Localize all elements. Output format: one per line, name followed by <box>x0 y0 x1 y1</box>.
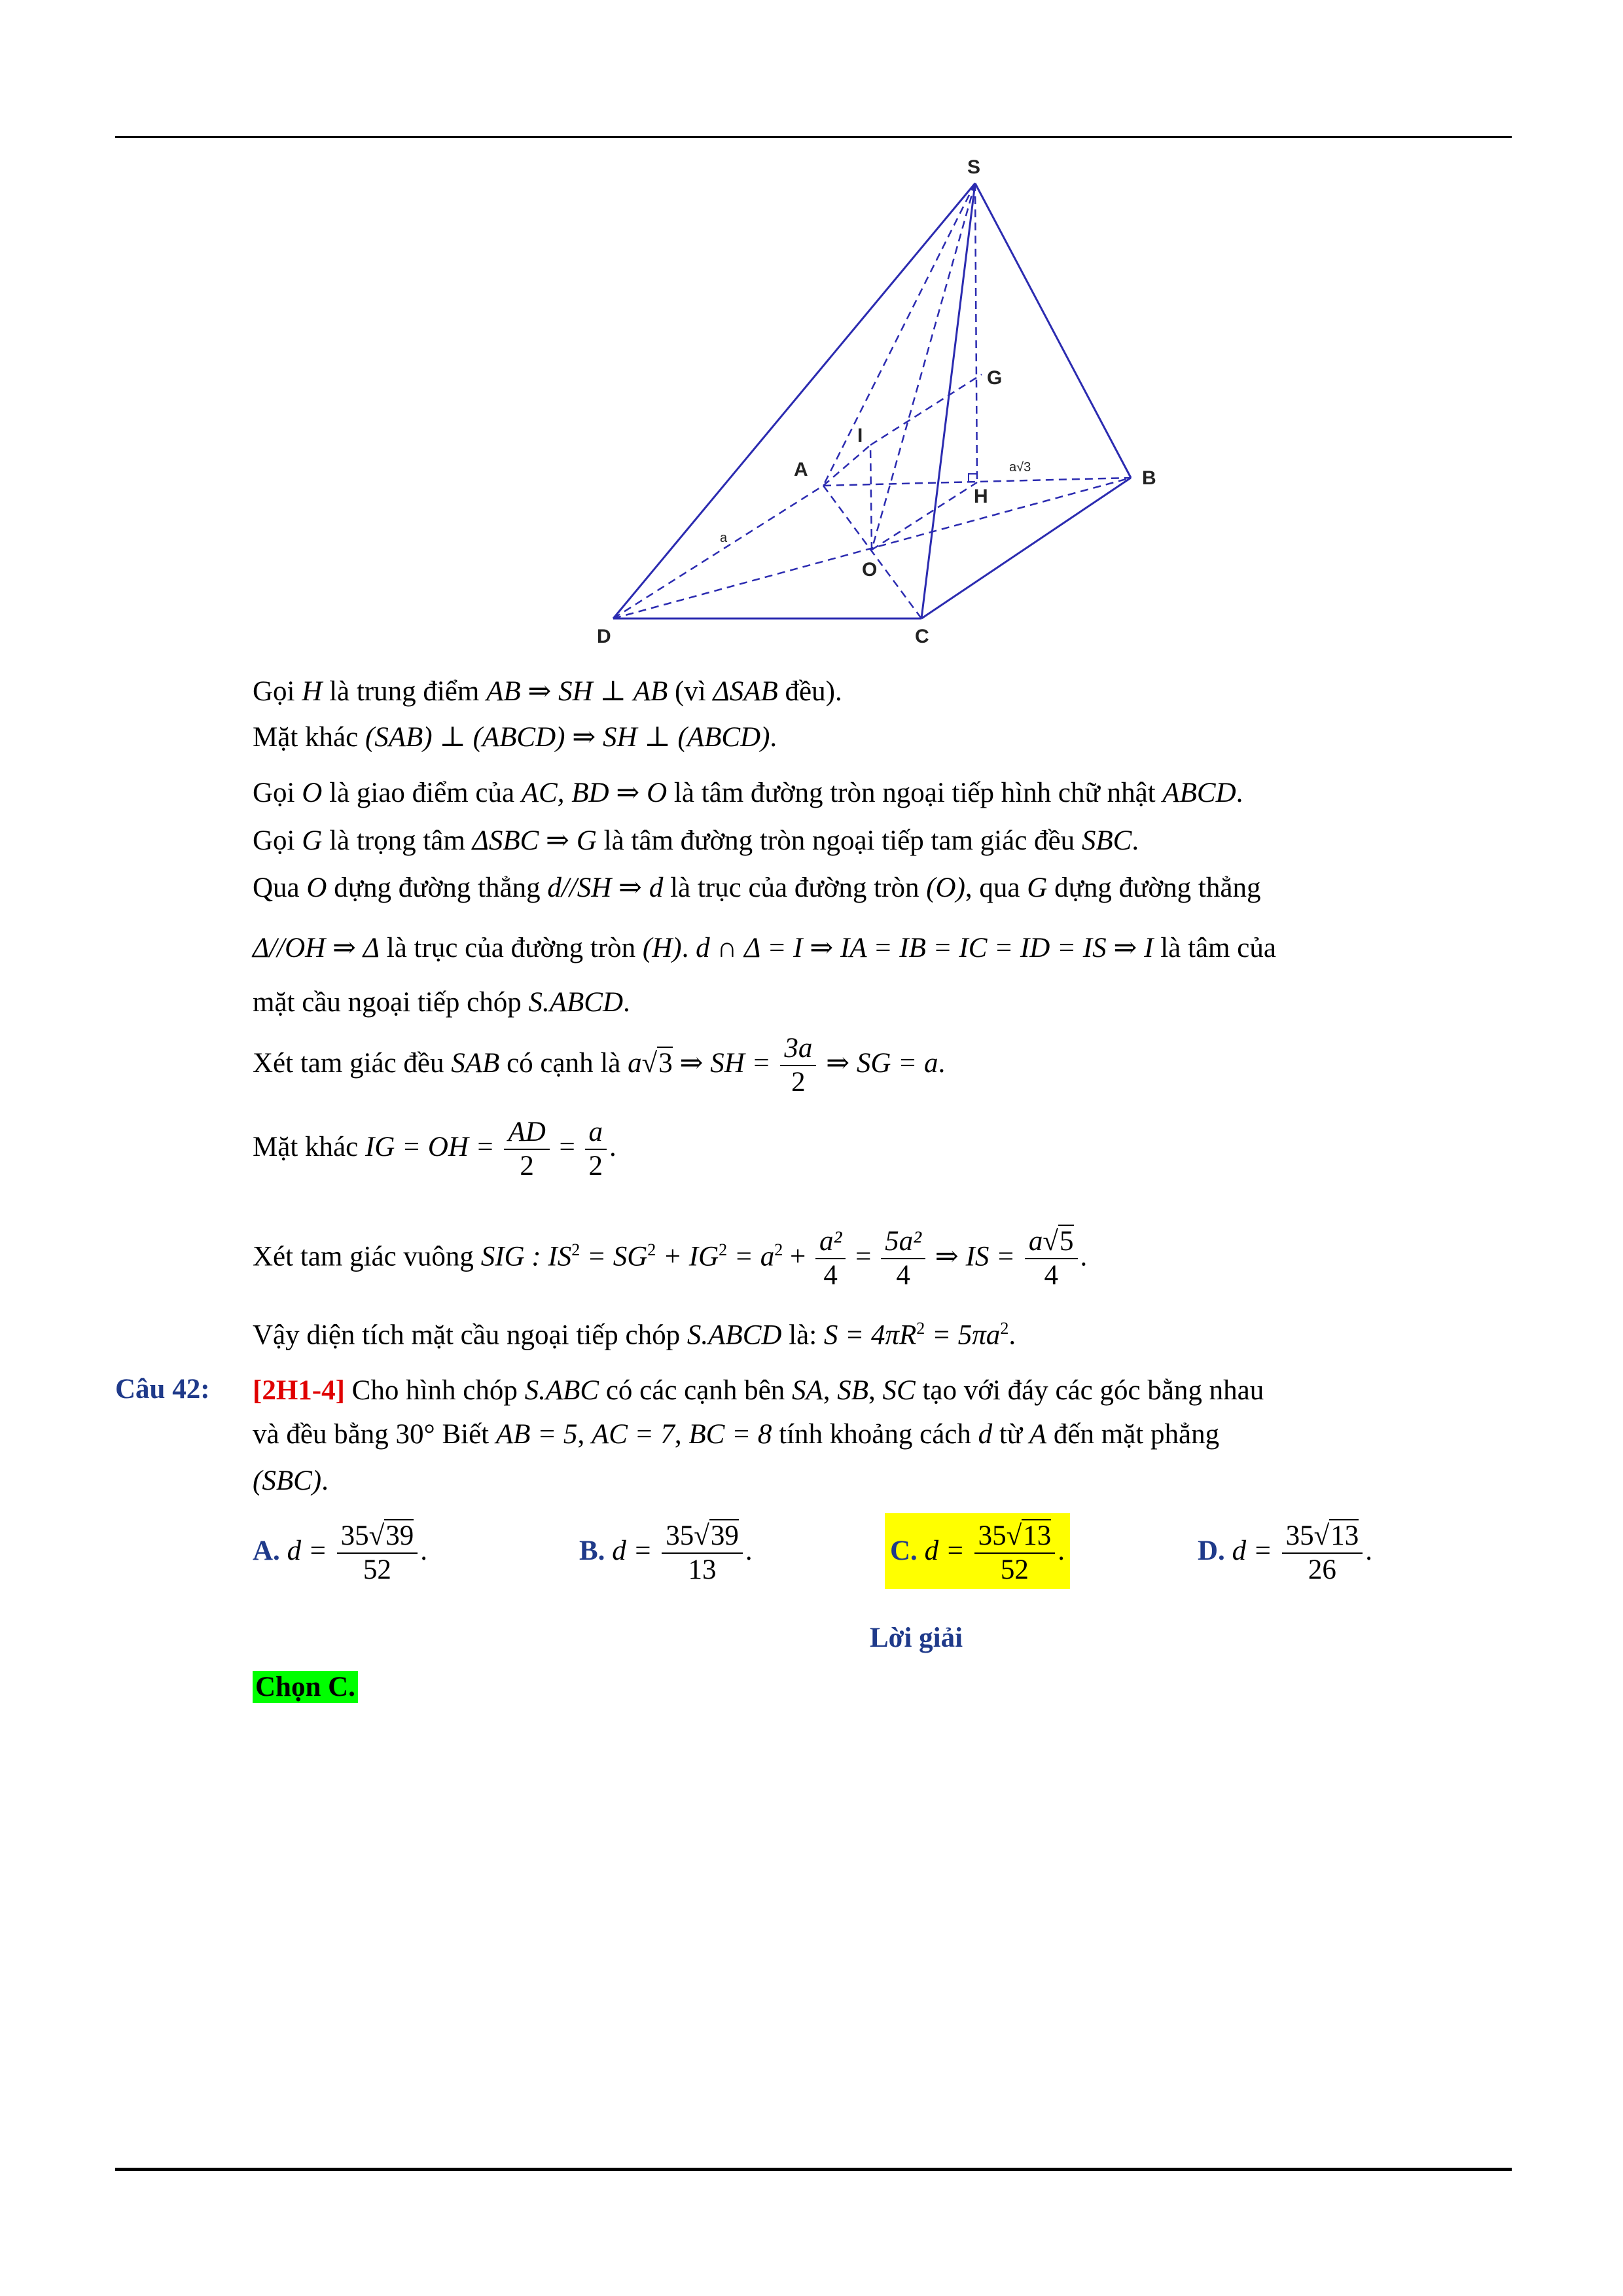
pyramid-diagram <box>576 151 1178 648</box>
math: AB <box>486 676 521 707</box>
text: là giao điểm của <box>322 778 522 808</box>
solution-line-7 <box>253 985 1512 1020</box>
text: tạo với đáy các góc bằng nhau <box>915 1375 1264 1406</box>
math: d ∩ Δ = I ⇒ IA = IB = IC = ID = IS ⇒ I <box>696 933 1154 963</box>
math: SH <box>603 722 637 753</box>
solution-line-4 <box>253 823 1512 859</box>
math: ⇒ SH = <box>672 1048 778 1079</box>
answer-letter: A. <box>253 1535 280 1566</box>
sqrt-sign: √ <box>1006 1520 1022 1551</box>
question-tag: [2H1-4] <box>253 1375 345 1406</box>
math: G <box>576 825 597 856</box>
solution-line-11 <box>253 1311 1512 1353</box>
chosen-answer: Chọn C. <box>253 1671 358 1703</box>
text: . <box>1080 1241 1088 1272</box>
text: ⇒ <box>609 778 647 808</box>
solution-line-8 <box>253 1028 1512 1100</box>
math: A <box>1029 1419 1047 1450</box>
superscript: 2 <box>571 1240 580 1259</box>
edge-sa <box>823 183 975 486</box>
answer-c[interactable] <box>885 1513 1070 1589</box>
text: đều). <box>777 676 842 707</box>
text: Xét tam giác vuông <box>253 1241 481 1272</box>
math: (SAB) <box>365 722 433 753</box>
text: ⇒ <box>539 825 577 856</box>
text: là: <box>781 1319 824 1351</box>
solution-line-10 <box>253 1214 1512 1293</box>
text: từ <box>992 1419 1029 1450</box>
text: (vì <box>668 676 713 707</box>
fraction <box>337 1520 418 1587</box>
text: . <box>623 987 630 1018</box>
fraction <box>585 1116 607 1183</box>
math: d = <box>287 1535 327 1566</box>
math: G <box>1027 872 1048 903</box>
text: và đều bằng 30° Biết <box>253 1419 496 1450</box>
math: SC <box>882 1375 916 1406</box>
question-line-1 <box>253 1373 1512 1408</box>
coef: 35 <box>666 1520 694 1551</box>
text: Mặt khác <box>253 1132 365 1162</box>
coef: 35 <box>978 1520 1007 1551</box>
answer-d[interactable] <box>1198 1520 1372 1587</box>
math: BC = 8 <box>688 1419 772 1450</box>
diag-ac <box>823 486 921 619</box>
text: . <box>1132 825 1139 856</box>
text: ⊥ <box>637 722 678 753</box>
sqrt-sign: √ <box>368 1520 385 1551</box>
math: O <box>302 778 323 808</box>
answer-b[interactable] <box>579 1520 753 1587</box>
math: = 5πa <box>925 1319 1001 1351</box>
math: S = 4πR <box>823 1319 917 1351</box>
text: có các cạnh bên <box>599 1375 792 1406</box>
sqrt-sign: √ <box>1313 1520 1330 1551</box>
superscript: 2 <box>1000 1319 1009 1338</box>
denominator: 2 <box>791 1067 806 1098</box>
radicand: 13 <box>1023 1520 1052 1551</box>
seg-oi <box>870 445 872 550</box>
superscript: 2 <box>774 1240 783 1259</box>
numerator <box>974 1520 1056 1554</box>
solution-line-2 <box>253 720 1512 755</box>
text: . <box>938 1048 946 1079</box>
numerator: 5a² <box>881 1225 925 1259</box>
text: ⊥ <box>432 722 473 753</box>
text: . <box>1008 1319 1016 1351</box>
edge-cb <box>921 478 1131 619</box>
math: d = <box>612 1535 652 1566</box>
numerator: a <box>585 1116 607 1150</box>
numerator <box>337 1520 418 1554</box>
math: (H) <box>642 933 682 963</box>
text: . <box>609 1132 616 1162</box>
label-d: D <box>597 626 611 647</box>
answer-letter: C. <box>890 1535 918 1566</box>
text: Gọi <box>253 676 302 707</box>
label-g: G <box>987 367 1003 389</box>
solution-line-6 <box>253 931 1512 966</box>
math: d = <box>924 1535 965 1566</box>
math: ΔSAB <box>713 676 778 707</box>
answer-letter: B. <box>579 1535 605 1566</box>
math: + IG <box>656 1241 719 1272</box>
math: G <box>302 825 323 856</box>
radicand: 5 <box>1060 1226 1074 1257</box>
fraction <box>815 1225 846 1292</box>
seg-ig <box>870 374 982 445</box>
solution-line-3 <box>253 776 1512 811</box>
denominator: 4 <box>896 1260 910 1291</box>
edge-sc <box>921 183 975 619</box>
denominator: 52 <box>363 1554 391 1585</box>
denominator: 2 <box>520 1151 534 1182</box>
math: d <box>978 1419 993 1450</box>
text: . <box>321 1465 329 1496</box>
text: dựng đường thẳng <box>327 872 548 903</box>
text: . <box>681 933 696 963</box>
fraction <box>780 1032 816 1099</box>
label-s: S <box>967 156 981 178</box>
text: , <box>823 1375 838 1406</box>
math: ⇒ SG = a <box>819 1048 938 1079</box>
fraction <box>1025 1225 1078 1292</box>
math: SAB <box>451 1048 500 1079</box>
text: . <box>745 1535 753 1566</box>
denominator: 2 <box>588 1151 603 1182</box>
answer-letter: D. <box>1198 1535 1225 1566</box>
text: . <box>1365 1535 1372 1566</box>
math: Δ//OH ⇒ Δ <box>253 933 380 963</box>
question-line-3 <box>253 1463 1512 1499</box>
sqrt-sign: √ <box>1043 1226 1059 1257</box>
math: AC, BD <box>521 778 609 808</box>
math: AB <box>633 676 668 707</box>
text: là trục của đường tròn <box>663 872 927 903</box>
edge-sb <box>975 183 1131 478</box>
math: = a <box>727 1241 775 1272</box>
answer-a[interactable] <box>253 1520 427 1587</box>
text: Gọi <box>253 825 302 856</box>
fraction <box>662 1520 743 1587</box>
text: , <box>674 1419 689 1450</box>
text: . <box>1236 778 1243 808</box>
superscript: 2 <box>719 1240 728 1259</box>
math: ⇒ IS = <box>928 1241 1022 1272</box>
label-a: A <box>794 459 808 480</box>
numerator: 3a <box>780 1032 816 1066</box>
text: dựng đường thẳng <box>1047 872 1261 903</box>
math: (ABCD) <box>677 722 770 753</box>
solution-line-9 <box>253 1111 1512 1183</box>
math: a <box>628 1048 642 1079</box>
math: AC = 7 <box>591 1419 675 1450</box>
text: là trục của đường tròn <box>380 933 643 963</box>
top-rule <box>115 136 1512 138</box>
question-label: Câu 42: <box>115 1374 210 1405</box>
math: O <box>647 778 668 808</box>
denominator: 13 <box>688 1554 717 1585</box>
bottom-rule <box>115 2168 1512 2171</box>
numerator <box>1025 1225 1078 1259</box>
text: , <box>577 1419 592 1450</box>
label-h: H <box>974 486 988 507</box>
math: ABCD <box>1162 778 1236 808</box>
pyramid-figure <box>576 151 1178 648</box>
text: mặt cầu ngoại tiếp chóp <box>253 987 529 1018</box>
text: ⇒ <box>565 722 603 753</box>
solution-title: Lời giải <box>869 1623 963 1653</box>
text: , <box>868 1375 883 1406</box>
text: Xét tam giác đều <box>253 1048 452 1079</box>
math: AB = 5 <box>495 1419 578 1450</box>
math: 3 <box>658 1048 673 1079</box>
text: . <box>1058 1535 1065 1566</box>
math: d = <box>1232 1535 1272 1566</box>
label-edge-a-sqrt3: a√3 <box>1009 460 1031 475</box>
label-i: I <box>857 425 863 446</box>
text: là trọng tâm <box>322 825 473 856</box>
label-o: O <box>862 559 878 581</box>
numerator: a² <box>815 1225 846 1259</box>
label-c: C <box>915 626 929 647</box>
text: đến mặt phẳng <box>1046 1419 1220 1450</box>
math: S.ABCD <box>528 987 624 1018</box>
solution-line-1 <box>253 674 1512 709</box>
denominator: 4 <box>1044 1260 1058 1291</box>
fraction <box>881 1225 925 1292</box>
edge-da <box>613 486 823 619</box>
seg-ai <box>823 445 870 486</box>
math: SH <box>558 676 593 707</box>
math: SA <box>791 1375 823 1406</box>
text: Vậy diện tích mặt cầu ngoại tiếp chóp <box>253 1319 687 1351</box>
label-edge-a: a <box>720 531 728 545</box>
text: , qua <box>965 872 1027 903</box>
math: = <box>552 1132 582 1162</box>
math: + <box>783 1241 813 1272</box>
seg-sh <box>975 183 977 482</box>
text: là tâm đường tròn ngoại tiếp hình chữ nhật <box>667 778 1163 808</box>
math: (ABCD) <box>473 722 565 753</box>
math: H <box>302 676 323 707</box>
numerator <box>662 1520 743 1554</box>
math: S.ABCD <box>687 1319 782 1351</box>
text: Qua <box>253 872 307 903</box>
coef: 35 <box>1285 1520 1314 1551</box>
math: ΔSBC <box>472 825 539 856</box>
math: (O) <box>926 872 965 903</box>
sqrt-sign: √ <box>641 1048 658 1079</box>
denominator: 26 <box>1308 1554 1336 1585</box>
text: . <box>770 722 777 753</box>
radicand: 13 <box>1330 1520 1359 1551</box>
text: . <box>420 1535 427 1566</box>
seg-so <box>872 183 975 550</box>
solution-line-5 <box>253 870 1512 906</box>
fraction <box>504 1116 549 1183</box>
text: ⊥ <box>592 676 633 707</box>
radicand: 39 <box>710 1520 739 1551</box>
fraction <box>1282 1520 1363 1587</box>
math: SBC <box>1081 825 1132 856</box>
label-b: B <box>1142 467 1156 489</box>
text: Cho hình chóp <box>344 1375 525 1406</box>
text: là tâm của <box>1153 933 1276 963</box>
text: có cạnh là <box>499 1048 628 1079</box>
denominator: 52 <box>1000 1554 1029 1585</box>
math: (SBC) <box>253 1465 322 1496</box>
math: IG = OH = <box>365 1132 502 1162</box>
text: ⇒ <box>520 676 559 707</box>
denominator: 4 <box>823 1260 838 1291</box>
text: là tâm đường tròn ngoại tiếp tam giác đều <box>596 825 1082 856</box>
math: S.ABC <box>524 1375 599 1406</box>
numerator <box>1282 1520 1363 1554</box>
text: tính khoảng cách <box>772 1419 978 1450</box>
math: = <box>848 1241 879 1272</box>
coef: 35 <box>340 1520 369 1551</box>
math: O <box>306 872 327 903</box>
text: Gọi <box>253 778 302 808</box>
text: là trung điểm <box>322 676 487 707</box>
edge-sd <box>613 183 975 619</box>
math: a <box>1028 1226 1043 1257</box>
math: SB <box>837 1375 869 1406</box>
sqrt-sign: √ <box>694 1520 709 1551</box>
math: SIG : IS <box>480 1241 572 1272</box>
superscript: 2 <box>647 1240 656 1259</box>
question-line-2 <box>253 1417 1512 1452</box>
radicand: 39 <box>385 1520 414 1551</box>
superscript: 2 <box>916 1319 925 1338</box>
math: d//SH ⇒ d <box>547 872 664 903</box>
text: Mặt khác <box>253 722 365 753</box>
fraction <box>974 1520 1056 1587</box>
numerator: AD <box>504 1116 549 1150</box>
math: = SG <box>580 1241 648 1272</box>
